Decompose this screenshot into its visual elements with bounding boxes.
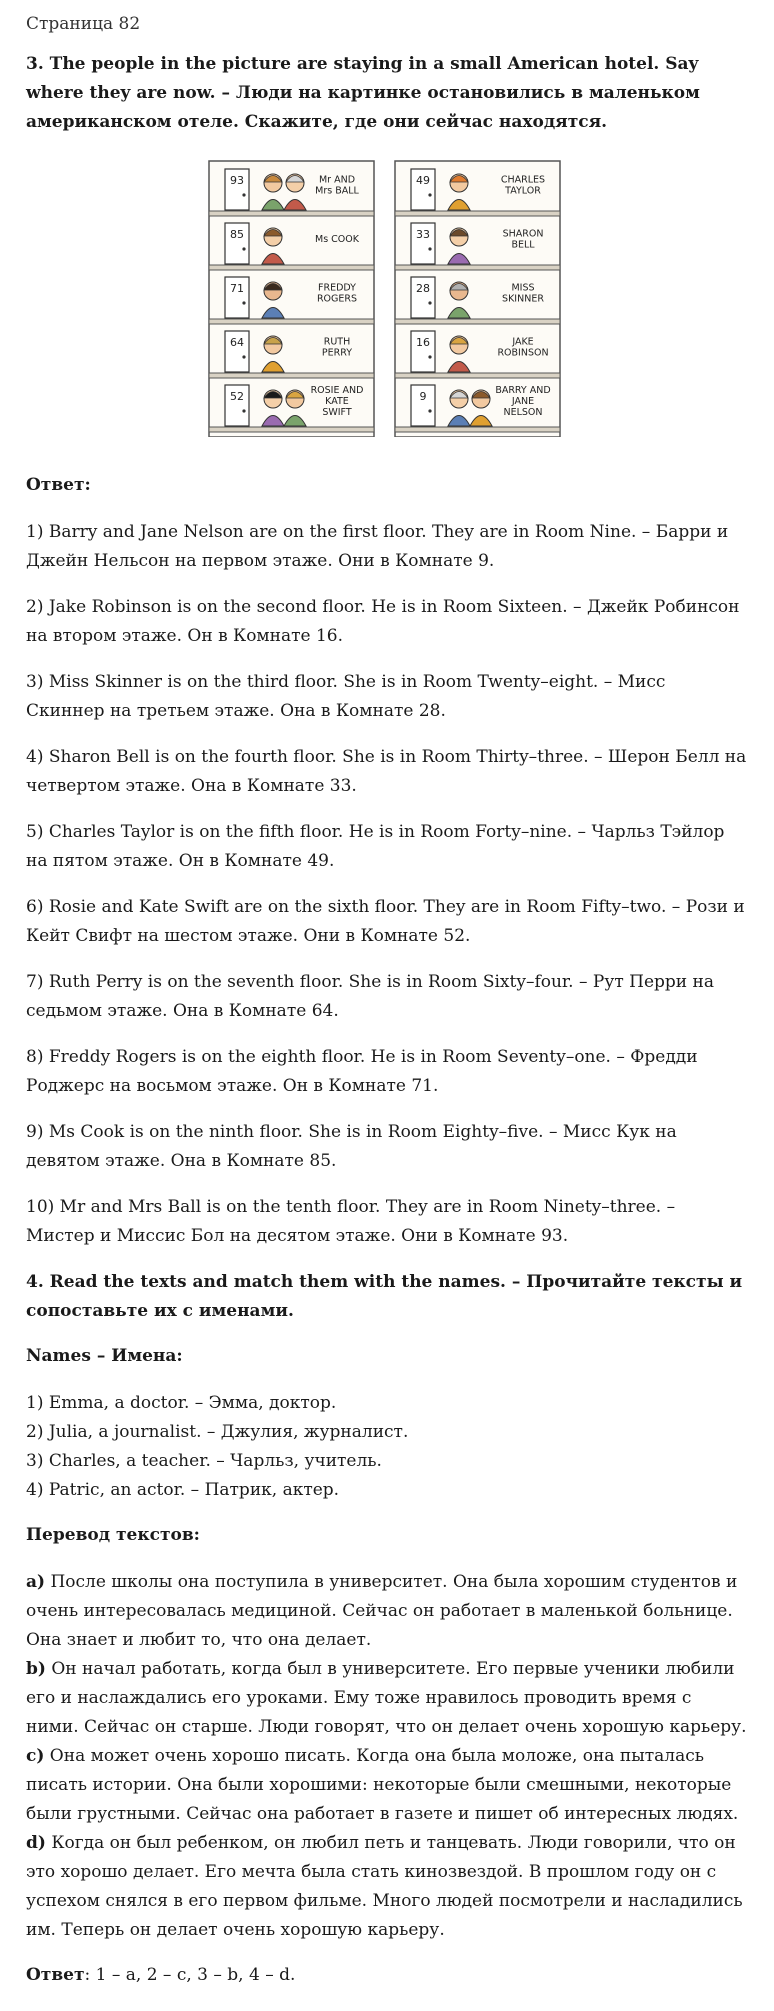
guest-name: MISS	[511, 282, 535, 294]
name-item: 3) Charles, a teacher. – Чарльз, учитель.	[26, 1451, 382, 1471]
guest-name: CHARLES	[500, 174, 546, 186]
name-item: 1) Emma, a doctor. – Эмма, доктор.	[26, 1393, 337, 1413]
translation-label: Перевод текстов:	[26, 1525, 200, 1545]
room-number: 71	[230, 282, 244, 295]
text-b	[26, 1655, 748, 1742]
hotel-left-column	[209, 161, 374, 437]
room-number: 85	[230, 228, 244, 241]
text-a	[26, 1568, 748, 1655]
task4-title: 4. Read the texts and match them with the names. – Прочитайте тексты и сопоставьте их с именами.	[26, 1272, 743, 1321]
name-item: 4) Patric, an actor. – Патрик, актер.	[26, 1480, 340, 1500]
door-knob	[242, 409, 245, 412]
door-knob	[428, 409, 431, 412]
guest-name: SWIFT	[322, 407, 352, 418]
names-label: Names – Имена:	[26, 1346, 183, 1366]
guest-name: RUTH	[323, 336, 351, 348]
text-body: Она может очень хорошо писать. Когда она была моложе, она пыталась писать истории. Она были хорошими: некоторые были смешными, некоторые были грустными. Сейчас она работает в газете и пишет об интересных людях.	[26, 1746, 739, 1824]
answer-item: 6) Rosie and Kate Swift are on the sixth floor. They are in Room Fifty–two. – Рози и Кейт Свифт на шестом этаже. Они в Комнате 52.	[26, 897, 745, 946]
answer-item: 8) Freddy Rogers is on the eighth floor. He is in Room Seventy–one. – Фредди Роджерс на восьмом этаже. Он в Комнате 71.	[26, 1047, 698, 1096]
guest-name: NELSON	[503, 407, 543, 418]
guest-name: JANE	[511, 396, 535, 407]
answer-item: 1) Barry and Jane Nelson are on the first floor. They are in Room Nine. – Барри и Джейн Нельсон на первом этаже. Они в Комнате 9.	[26, 522, 729, 571]
floor-line	[395, 211, 560, 216]
floor-line	[209, 373, 374, 378]
room-number: 16	[416, 336, 430, 349]
room-number: 64	[230, 336, 244, 349]
guest-name: BELL	[511, 239, 535, 251]
text-letter: c)	[26, 1746, 45, 1766]
room-number: 9	[419, 390, 427, 403]
room-number: 49	[416, 174, 430, 187]
text-letter: d)	[26, 1833, 46, 1853]
guest-name: Mrs BALL	[315, 185, 359, 197]
floor-line	[209, 427, 374, 432]
task3-answer-label: Ответ:	[26, 475, 91, 495]
guest-name: Mr AND	[318, 174, 356, 186]
guest-name: ROSIE AND	[310, 385, 364, 396]
guest-name: SKINNER	[502, 293, 544, 305]
floor-line	[209, 265, 374, 270]
door-knob	[428, 193, 431, 196]
text-c	[26, 1742, 748, 1829]
room-number: 28	[416, 282, 430, 295]
page-number: Страница 82	[26, 14, 141, 34]
guest-name: SHARON	[502, 228, 544, 240]
door-knob	[428, 301, 431, 304]
final-answer	[26, 1961, 748, 1990]
text-letter: a)	[26, 1572, 46, 1592]
text-letter: b)	[26, 1659, 46, 1679]
name-item: 2) Julia, a journalist. – Джулия, журналист.	[26, 1422, 409, 1442]
guest-name: JAKE	[512, 336, 534, 348]
answer-item: 7) Ruth Perry is on the seventh floor. She is in Room Sixty–four. – Рут Перри на седьмом этаже. Она в Комнате 64.	[26, 972, 714, 1021]
floor-line	[209, 319, 374, 324]
task3-title: 3. The people in the picture are staying in a small American hotel. Say where they are now. – Люди на картинке остановились в маленьком американском отеле. Скажите, где они сейчас находятся.	[26, 54, 700, 132]
answer-item: 3) Miss Skinner is on the third floor. She is in Room Twenty–eight. – Мисс Скиннер на третьем этаже. Она в Комнате 28.	[26, 672, 666, 721]
answer-item: 9) Ms Cook is on the ninth floor. She is in Room Eighty–five. – Мисс Кук на девятом этаже. Она в Комнате 85.	[26, 1122, 677, 1171]
floor-line	[395, 265, 560, 270]
hotel-illustration	[205, 159, 565, 437]
room-number: 33	[416, 228, 430, 241]
answer-item: 2) Jake Robinson is on the second floor. He is in Room Sixteen. – Джейк Робинсон на втором этаже. Он в Комнате 16.	[26, 597, 740, 646]
guest-name: ROBINSON	[497, 347, 549, 359]
guest-name: PERRY	[321, 347, 353, 359]
room-number: 52	[230, 390, 244, 403]
task3-answers	[26, 518, 748, 1251]
door-knob	[242, 247, 245, 250]
door-knob	[242, 193, 245, 196]
guest-name: ROGERS	[316, 293, 358, 305]
final-answer-value: : 1 – a, 2 – c, 3 – b, 4 – d.	[84, 1965, 296, 1985]
names-list	[26, 1389, 748, 1505]
final-answer-label: Ответ	[26, 1965, 85, 1985]
door-knob	[428, 355, 431, 358]
door-knob	[428, 247, 431, 250]
door-knob	[242, 355, 245, 358]
floor-line	[395, 373, 560, 378]
guest-name: FREDDY	[318, 282, 356, 294]
floor-line	[395, 427, 560, 432]
translated-texts	[26, 1568, 748, 1945]
floor-line	[395, 319, 560, 324]
guest-name: TAYLOR	[505, 185, 541, 197]
guest-name: BARRY AND	[495, 385, 551, 396]
guest-name: KATE	[325, 396, 349, 407]
answer-item: 4) Sharon Bell is on the fourth floor. She is in Room Thirty–three. – Шерон Белл на четвертом этаже. Она в Комнате 33.	[26, 747, 747, 796]
guest-name: Ms COOK	[315, 234, 359, 245]
answer-item: 10) Mr and Mrs Ball is on the tenth floor. They are in Room Ninety–three. – Мистер и Миссис Бол на десятом этаже. Они в Комнате 93.	[26, 1197, 676, 1246]
text-body: Он начал работать, когда был в университете. Его первые ученики любили его и наслаждались его уроками. Ему тоже нравилось проводить время с ними. Сейчас он старше. Люди говорят, что он делает очень хорошую карьеру.	[26, 1659, 747, 1737]
room-number: 93	[230, 174, 244, 187]
text-body: Когда он был ребенком, он любил петь и танцевать. Люди говорили, что он это хорошо делает. Его мечта была стать кинозвездой. В прошлом году он с успехом снялся в его первом фильме. Много людей посмотрели и насладились им. Теперь он делает очень хорошую карьеру.	[26, 1833, 743, 1940]
text-d	[26, 1829, 748, 1945]
floor-line	[209, 211, 374, 216]
hotel-illustration-svg	[205, 159, 565, 437]
door-knob	[242, 301, 245, 304]
text-body: После школы она поступила в университет. Она была хорошим студентов и очень интересовалась медициной. Сейчас он работает в маленькой больнице. Она знает и любит то, что она делает.	[26, 1572, 738, 1650]
answer-item: 5) Charles Taylor is on the fifth floor. He is in Room Forty–nine. – Чарльз Тэйлор на пятом этаже. Он в Комнате 49.	[26, 822, 725, 871]
hotel-right-column	[395, 161, 560, 437]
